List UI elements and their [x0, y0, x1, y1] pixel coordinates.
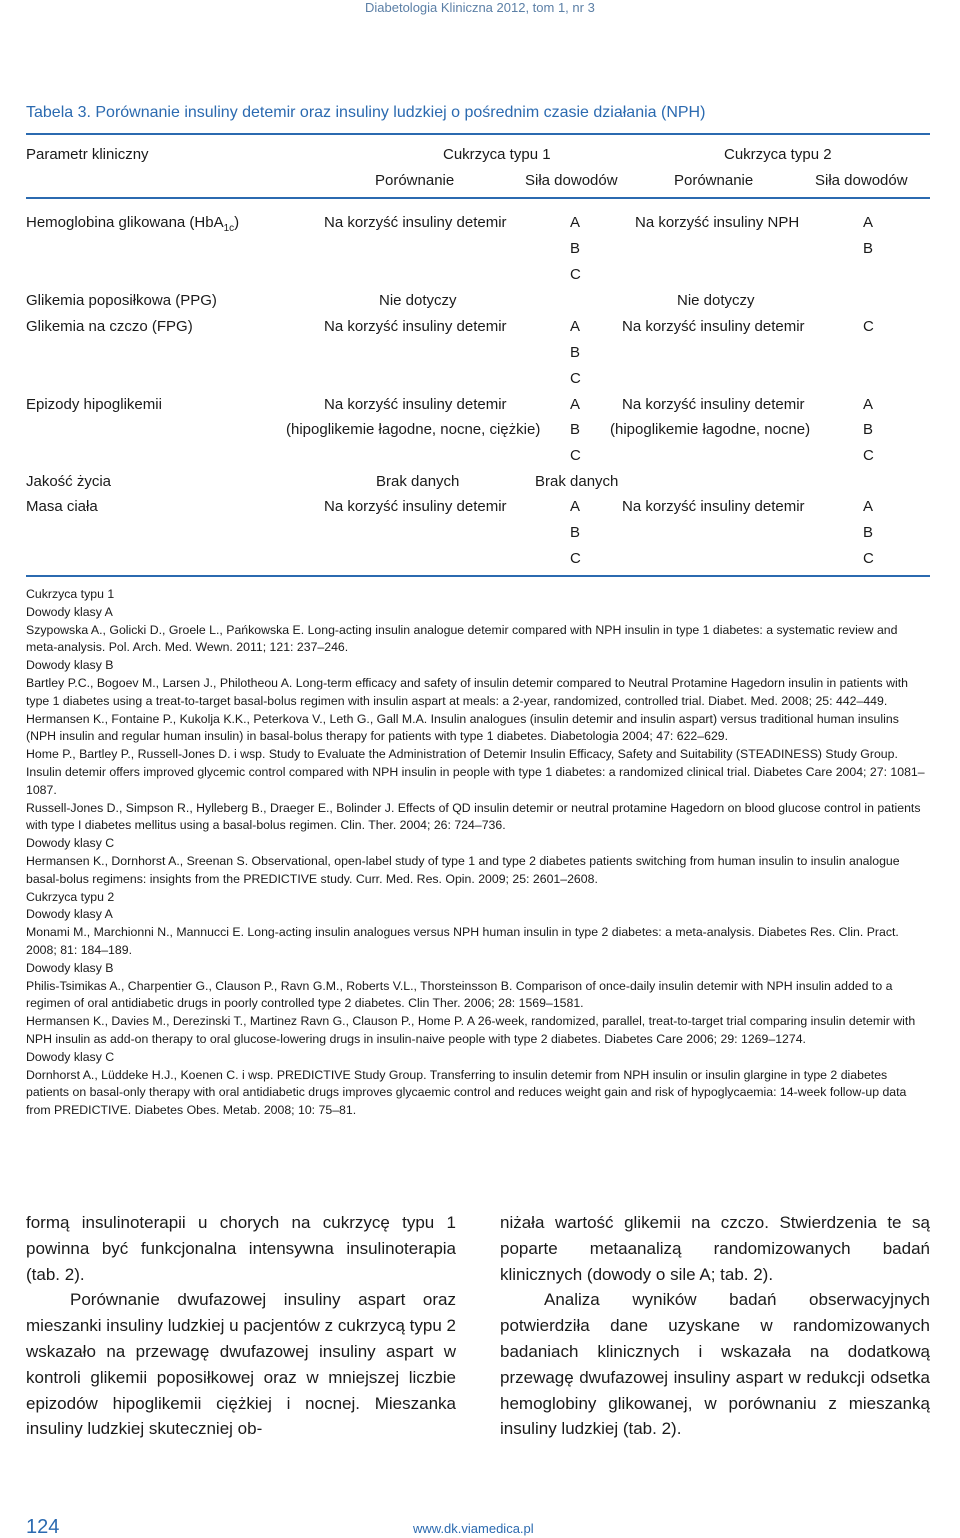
body-paragraph: Analiza wyników badań obserwacyjnych potwierdziła dane uzyskane w randomizowanych badaniach klinicznych i wskazała na dodatkową przewagę dwufazowej insuliny aspart w redukcji odsetka hemoglobiny glikowanej, w porównaniu z mieszanką insuliny ludzkiej (tab. 2). [500, 1290, 930, 1439]
row-fpg-ev1-b: B [570, 344, 581, 361]
row-hypo-ev2-b: B [863, 421, 874, 438]
header-param: Parametr kliniczny [26, 146, 149, 163]
page-number: 124 [26, 1516, 60, 1538]
row-fpg-ev1-c: C [570, 370, 581, 387]
row-hypo-ev2-c: C [863, 447, 874, 464]
body-paragraph: niżała wartość glikemii na czczo. Stwierdzenia te są poparte metaanalizą randomizowanych badań klinicznych (dowody o sile A; tab. 2). [500, 1213, 930, 1284]
reference-item: Dornhorst A., Lüddeke H.J., Koenen C. i wsp. PREDICTIVE Study Group. Transferring to insulin detemir from NPH insulin or insulin glargine in type 2 diabetes patients on basal-only therapy with oral antidiabetic drugs improves glycaemic control and reduces weight gain and risk of hypoglycaemia: 14-week follow-up data from PREDICTIVE. Diabetes Obes. Metab. 2008; 10: 75–81. [26, 1067, 907, 1118]
reference-item: Bartley P.C., Bogoev M., Larsen J., Philotheou A. Long-term efficacy and safety of insulin detemir compared to Neutral Protamine Hagedorn insulin in patients with type 1 diabetes using a treat-to-target basal-bolus regimen with insulin aspart at meals: a 2-year, randomized, controlled trial. Diabet. Med. 2008; 25: 442–449. [26, 675, 908, 708]
row-weight-ev1-c: C [570, 550, 581, 567]
row-weight-ev1-a: A [570, 498, 581, 515]
journal-header: Diabetologia Kliniczna 2012, tom 1, nr 3 [365, 0, 595, 15]
row-fpg-cmp2: Na korzyść insuliny detemir [622, 318, 805, 335]
reference-item: Hermansen K., Davies M., Derezinski T., Martinez Ravn G., Clauson P., Home P. A 26-week, randomized, parallel, treat-to-target trial comparing insulin detemir with NPH insulin as add-on therapy to oral glucose-lowering drugs in insulin-naive people with type 2 diabetes. Diabetes Care 2006; 29: 1269–1274. [26, 1014, 916, 1046]
row-hba1c-param: Hemoglobina glikowana (HbA$_{1c}$) [26, 214, 240, 234]
header-evidence-2: Siła dowodów [815, 172, 908, 189]
row-qol-cmp1: Brak danych [376, 473, 460, 490]
row-weight-cmp1: Na korzyść insuliny detemir [324, 498, 507, 515]
row-hba1c-cmp2: Na korzyść insuliny NPH [635, 214, 800, 231]
row-qol-cmp2: Brak danych [535, 473, 619, 490]
footer-url-link[interactable]: www.dk.viamedica.pl [413, 1521, 534, 1536]
reference-item: Philis-Tsimikas A., Charpentier G., Clauson P., Ravn G.M., Roberts V.L., Thorsteinsson B. Comparison of once-daily insulin detemir with NPH insulin added to a regimen of oral antidiabetic drugs in poorly controlled type 2 diabetes. Clin Ther. 2006; 28: 1569–1581. [26, 978, 893, 1011]
reference-item: Hermansen K., Fontaine P., Kukolja K.K., Peterkova V., Leth G., Gall M.A. Insulin analogues (insulin detemir and insulin aspart) versus traditional human insulins (NPH insulin and regular human insulin) in basal-bolus therapy for patients with type 1 diabetes. Diabetologia 2004; 47: 622–629. [26, 711, 899, 744]
row-hypo-cmp2-note: (hipoglikemie łagodne, nocne) [610, 421, 811, 438]
row-hypo-ev2-a: A [863, 396, 874, 413]
ref-section-type1: Cukrzyca typu 1 [26, 587, 115, 601]
ref-level-c: Dowody klasy C [26, 1049, 115, 1064]
body-paragraph: Porównanie dwufazowej insuliny aspart oraz mieszanki insuliny ludzkiej u pacjentów z cukrzycą typu 2 wskazało na przewagę dwufazowej insuliny aspart w kontroli glikemii poposiłkowej oraz w mniejszej liczbie epizodów hipoglikemii ciężkiej i nocnej. Mieszanka insuliny ludzkiej skuteczniej ob- [26, 1290, 456, 1439]
row-hypo-ev1-b: B [570, 421, 581, 438]
ref-level-c: Dowody klasy C [26, 836, 115, 851]
row-ppg-param: Glikemia poposiłkowa (PPG) [26, 292, 217, 309]
reference-item: Monami M., Marchionni N., Mannucci E. Long-acting insulin analogues versus NPH human insulin in type 2 diabetes: a meta-analysis. Diabetes Res. Clin. Pract. 2008; 81: 184–189. [26, 925, 899, 957]
table-top-rule [26, 133, 930, 135]
reference-item: Szypowska A., Golicki D., Groele L., Pańkowska E. Long-acting insulin analogue detemir compared with NPH insulin in type 1 diabetes: a systematic review and meta-analysis. Pol. Arch. Med. Wewn. 2011; 121: 237–246. [26, 622, 898, 655]
row-weight-ev2-c: C [863, 550, 874, 567]
body-column-left [26, 1210, 456, 1442]
row-hypo-ev1-c: C [570, 447, 581, 464]
table-title: Tabela 3. Porównanie insuliny detemir oraz insuliny ludzkiej o pośrednim czasie działania (NPH) [26, 104, 706, 121]
row-hba1c-ev2-a: A [863, 214, 874, 231]
row-fpg-param: Glikemia na czczo (FPG) [26, 318, 193, 335]
row-hba1c-ev1-c: C [570, 266, 581, 283]
body-column-right [500, 1210, 930, 1442]
header-type1: Cukrzyca typu 1 [443, 146, 551, 163]
row-fpg-ev1-a: A [570, 318, 581, 335]
row-fpg-ev2-c: C [863, 318, 874, 335]
row-hba1c-ev1-b: B [570, 240, 581, 257]
ref-level-a: Dowody klasy A [26, 907, 113, 922]
row-ppg-cmp1: Nie dotyczy [379, 292, 457, 309]
row-ppg-cmp2: Nie dotyczy [677, 292, 755, 309]
row-weight-ev1-b: B [570, 524, 581, 541]
row-hypo-cmp1: Na korzyść insuliny detemir [324, 396, 507, 413]
row-weight-cmp2: Na korzyść insuliny detemir [622, 498, 805, 515]
header-type2: Cukrzyca typu 2 [724, 146, 832, 163]
ref-level-b: Dowody klasy B [26, 658, 114, 673]
row-hba1c-ev1-a: A [570, 214, 581, 231]
row-hypo-param: Epizody hipoglikemii [26, 396, 162, 413]
header-comparison-2: Porównanie [674, 172, 754, 189]
reference-item: Russell-Jones D., Simpson R., Hylleberg B., Draeger E., Bolinder J. Effects of QD insulin detemir or neutral protamine Hagedorn on blood glucose control in patients with type I diabetes mellitus using a basal-bolus regimen. Clin. Ther. 2004; 26: 724–736. [26, 800, 921, 833]
header-comparison-1: Porównanie [375, 172, 455, 189]
ref-section-type2: Cukrzyca typu 2 [26, 889, 115, 904]
row-hba1c-ev2-b: B [863, 240, 874, 257]
body-paragraph: formą insulinoterapii u chorych na cukrzycę typu 1 powinna być funkcjonalna intensywna insulinoterapia (tab. 2). [26, 1213, 456, 1284]
reference-item: Home P., Bartley P., Russell-Jones D. i wsp. Study to Evaluate the Administration of Detemir Insulin Efficacy, Safety and Suitability (STEADINESS) Study Group. Insulin detemir offers improved glycemic control compared with NPH insulin in people with type 1 diabetes: a randomized clinical trial. Diabetes Care 2004; 27: 1081–1087. [26, 747, 925, 797]
table-header-rule [26, 197, 930, 199]
ref-level-a: Dowody klasy A [26, 604, 113, 619]
reference-item: Hermansen K., Dornhorst A., Sreenan S. Observational, open-label study of type 1 and type 2 diabetes patients switching from human insulin to insulin analogue basal-bolus regimens: insights from the PREDICTIVE study. Curr. Med. Res. Opin. 2009; 25: 2601–2608. [26, 853, 900, 886]
row-fpg-cmp1: Na korzyść insuliny detemir [324, 318, 507, 335]
row-hypo-ev1-a: A [570, 396, 581, 413]
row-weight-param: Masa ciała [26, 498, 98, 515]
row-qol-param: Jakość życia [26, 473, 112, 490]
header-evidence-1: Siła dowodów [525, 172, 618, 189]
row-hypo-cmp2: Na korzyść insuliny detemir [622, 396, 805, 413]
table-bottom-rule [26, 575, 930, 577]
row-hba1c-cmp1: Na korzyść insuliny detemir [324, 214, 507, 231]
row-weight-ev2-a: A [863, 498, 874, 515]
row-weight-ev2-b: B [863, 524, 874, 541]
references-section [26, 586, 932, 1120]
ref-level-b: Dowody klasy B [26, 960, 114, 975]
row-hypo-cmp1-note: (hipoglikemie łagodne, nocne, ciężkie) [286, 421, 541, 438]
